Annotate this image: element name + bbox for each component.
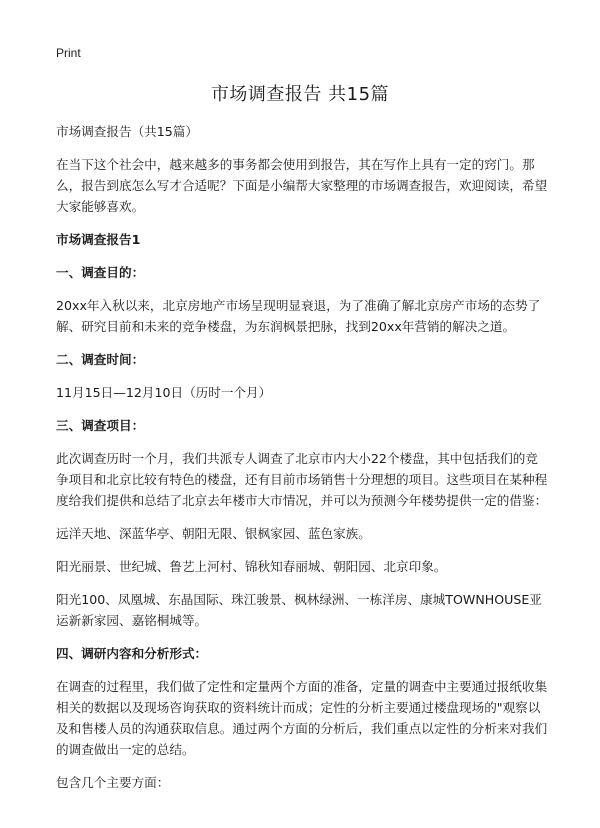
- project-list-3: 阳光100、凤凰城、东晶国际、珠江骏景、枫林绿洲、一栋洋房、康城TOWNHOUSE亚运新新家园、嘉铭桐城等。: [56, 592, 542, 628]
- section-heading-time: 二、调查时间：: [56, 352, 145, 367]
- section-heading-content: 四、调研内容和分析形式：: [56, 646, 208, 661]
- intro-paragraph: 在当下这个社会中，越来越多的事务都会使用到报告，其在写作上具有一定的窍门。那么，报告到底怎么写才合适呢？下面是小编帮大家整理的市场调查报告，欢迎阅读，希望大家能够喜欢。: [56, 157, 548, 214]
- report-heading: 市场调查报告1: [56, 232, 141, 247]
- section-text-content: 在调查的过程里，我们做了定性和定量两个方面的准备，定量的调查中主要通过报纸收集相关的数据以及现场咨询获取的资料统计而成；定性的分析主要通过楼盘现场的"观察以及和售楼人员的沟通获取信息。通过两个方面的分析后，我们重点以定性的分析来对我们的调查做出一定的总结。: [56, 679, 548, 757]
- closing-line: 包含几个主要方面：: [56, 775, 170, 790]
- section-text-purpose: 20xx年入秋以来，北京房地产市场呈现明显衰退，为了准确了解北京房产市场的态势了解、研究目前和未来的竞争楼盘，为东润枫景把脉，找到20xx年营销的解决之道。: [56, 298, 541, 334]
- section-text-time: 11月15日—12月10日（历时一个月）: [56, 385, 272, 400]
- section-heading-projects: 三、调查项目：: [56, 418, 145, 433]
- section-heading-purpose: 一、调查目的：: [56, 265, 145, 280]
- document-subtitle: 市场调查报告（共15篇）: [56, 124, 198, 139]
- section-text-projects: 此次调查历时一个月，我们共派专人调查了北京市内大小22个楼盘，其中包括我们的竞争项目和北京比较有特色的楼盘，还有目前市场销售十分理想的项目。这些项目在某种程度给我们提供和总结了北京去年楼市大市情况，并可以为预测今年楼势提供一定的借鉴：: [56, 451, 548, 508]
- project-list-2: 阳光丽景、世纪城、鲁艺上河村、锦秋知春丽城、朝阳园、北京印象。: [56, 559, 447, 574]
- document-body: [56, 121, 548, 805]
- project-list-1: 远洋天地、深蓝华亭、朝阳无限、银枫家园、蓝色家族。: [56, 526, 371, 541]
- print-link[interactable]: Print: [56, 46, 81, 60]
- page-title: 市场调查报告 共15篇: [210, 84, 390, 105]
